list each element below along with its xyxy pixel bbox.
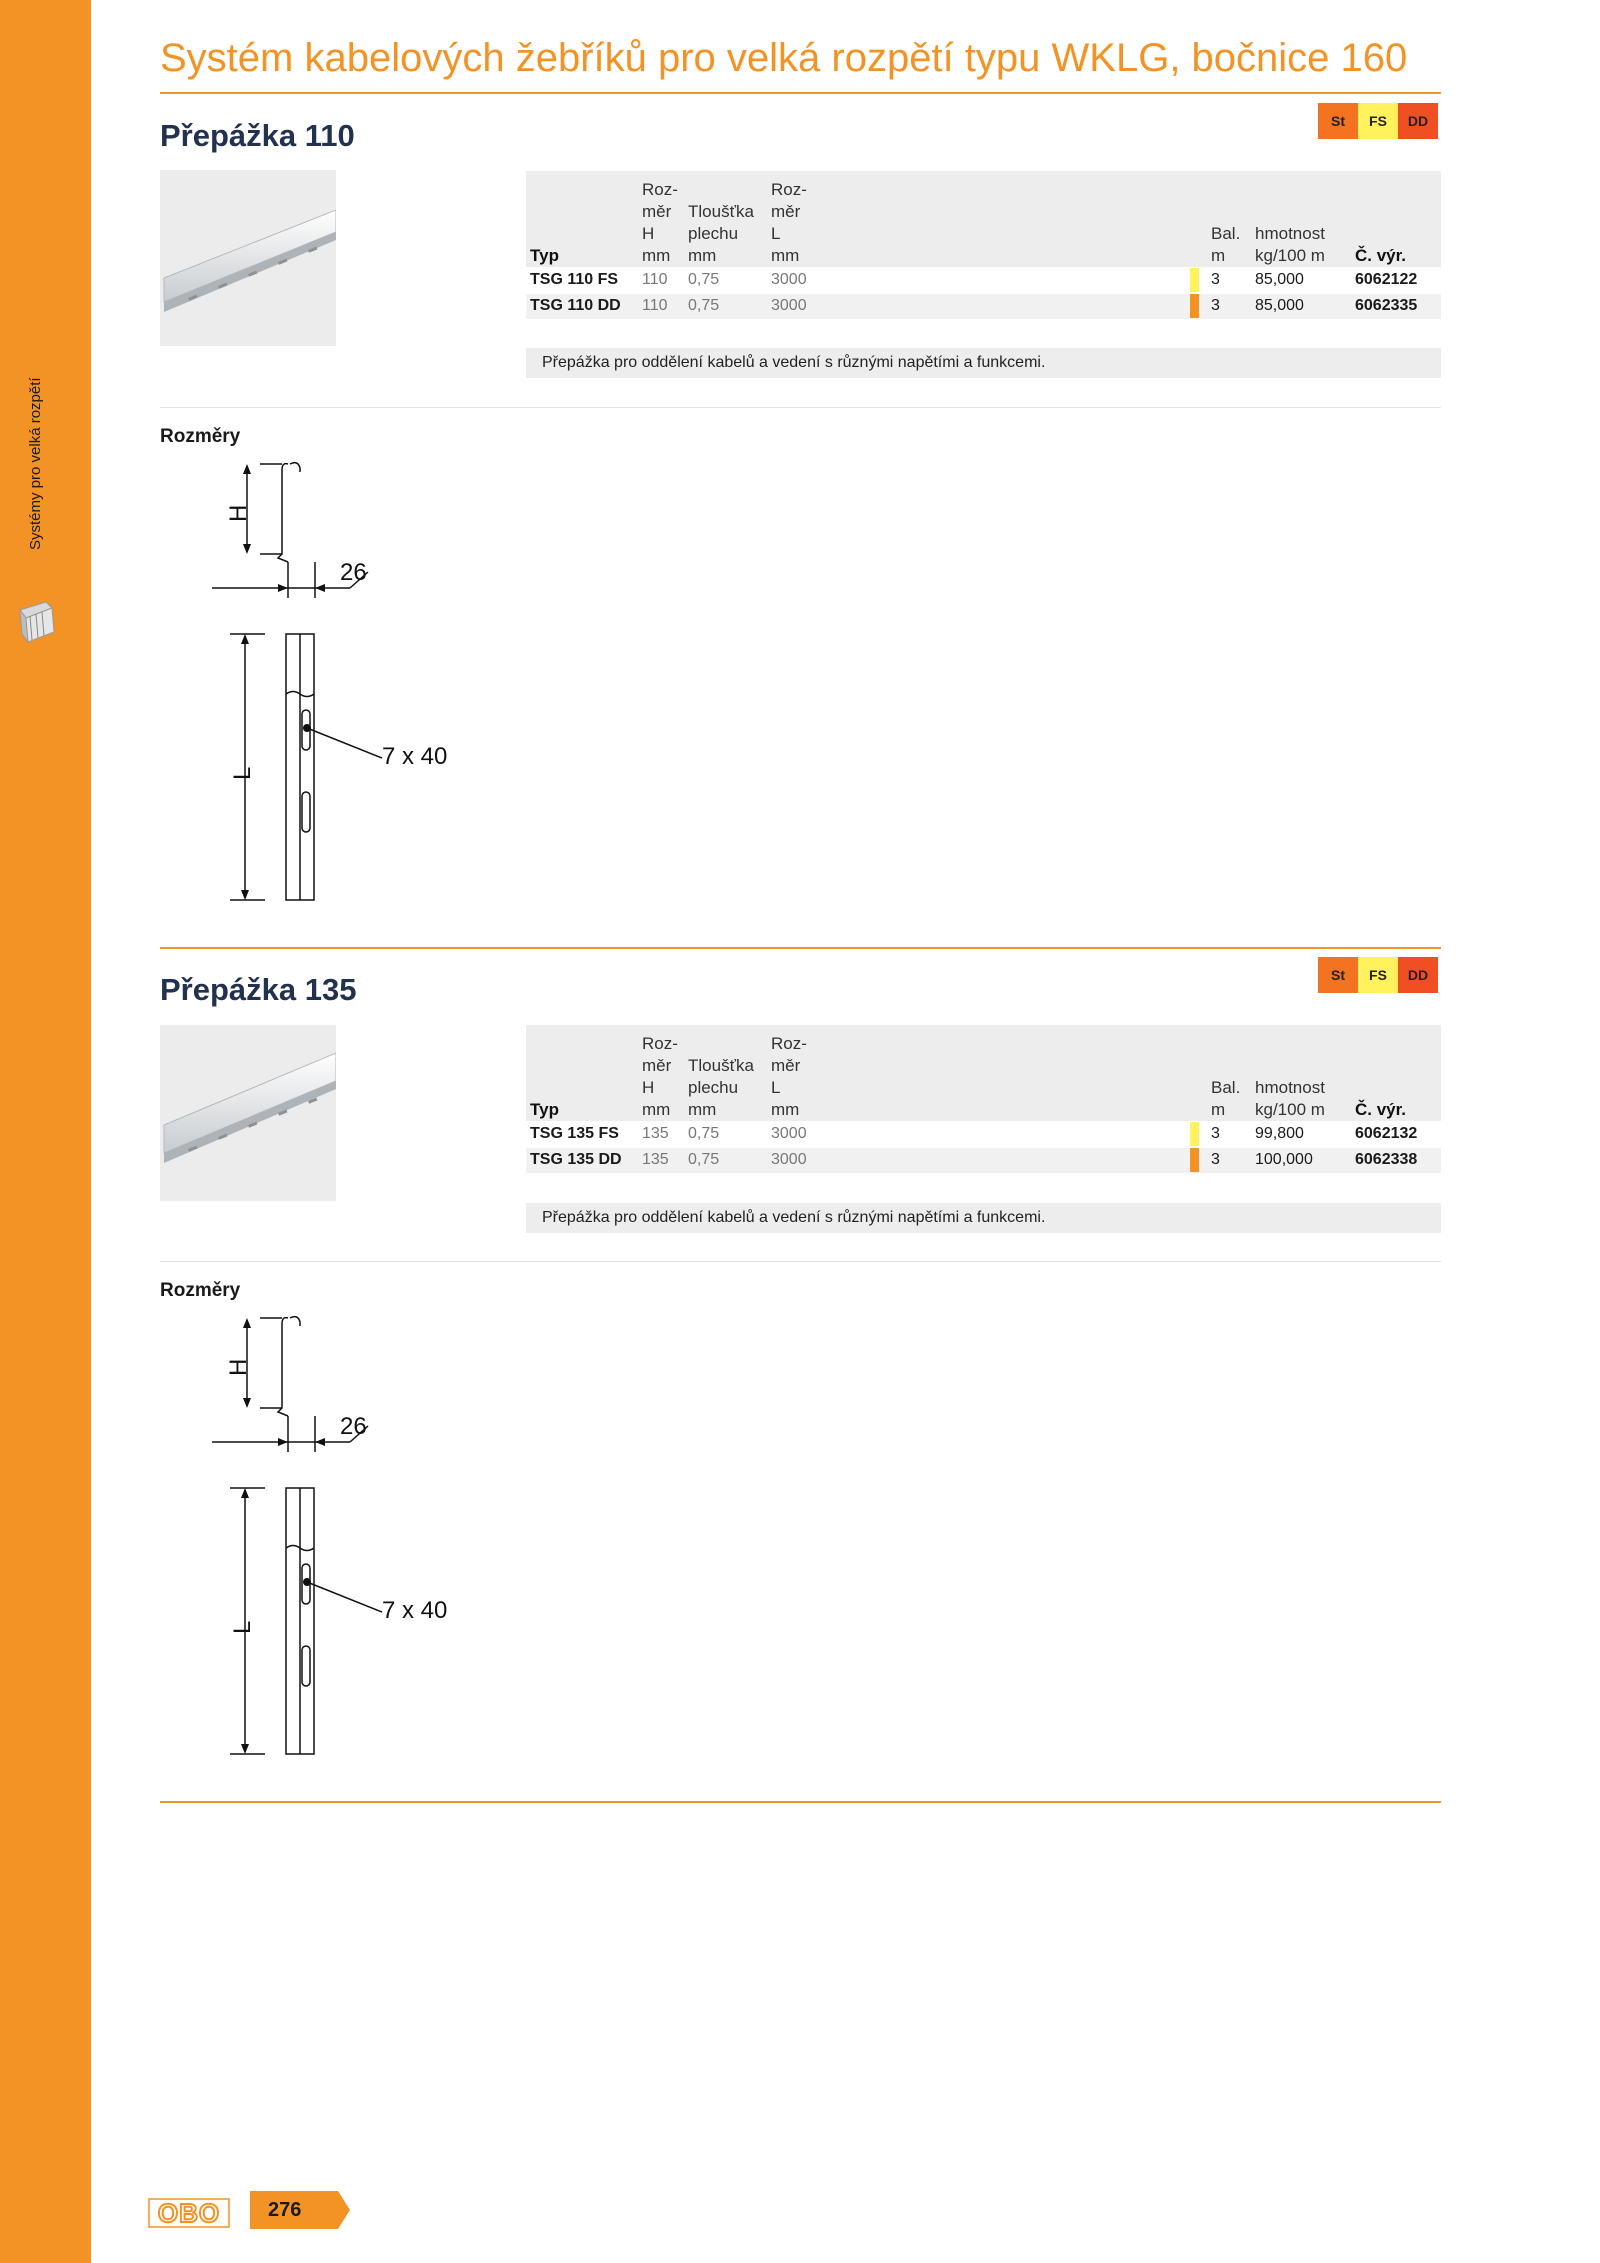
badge-fs: FS [1358,103,1398,139]
page-number: 276 [250,2191,350,2229]
product-photo [160,1025,336,1201]
product-description: Přepážka pro oddělení kabelů a vedení s různými napětími a funkcemi. [526,348,1441,378]
col-bal: Bal. m [1207,171,1251,267]
col-cvyr: Č. výr. [1351,1025,1441,1121]
badge-st: St [1318,103,1358,139]
col-hmotnost: hmotnost kg/100 m [1251,1025,1351,1121]
col-bal: Bal. m [1207,1025,1251,1121]
cable-ladder-icon [16,600,56,655]
table-row: TSG 110 FS 110 0,75 3000 3 85,000 6062122 [526,267,1441,293]
table-row: TSG 135 FS 135 0,75 3000 3 99,800 6062132 [526,1121,1441,1147]
dim-label-h: H [225,1358,252,1376]
badge-dd: DD [1398,957,1438,993]
table-row: TSG 110 DD 110 0,75 3000 3 85,000 6062335 [526,293,1441,319]
col-typ: Typ [526,1025,638,1121]
dim-label-slot: 7 x 40 [382,1597,448,1624]
sidebar [0,0,91,2263]
obo-logo [148,2198,230,2233]
col-typ: Typ [526,171,638,267]
table-row: TSG 135 DD 135 0,75 3000 3 100,000 6062338 [526,1147,1441,1173]
material-swatch-fs [1190,1122,1199,1146]
svg-text:OBO: OBO [157,2198,221,2228]
dim-label-h: H [225,504,252,522]
col-hmotnost: hmotnost kg/100 m [1251,171,1351,267]
section-divider-orange [160,1801,1441,1803]
section-divider-orange [160,947,1441,949]
section-divider [160,407,1441,408]
badge-st: St [1318,957,1358,993]
sidebar-label: Systémy pro velká rozpětí [27,377,44,550]
material-swatch-dd [1190,1148,1199,1172]
page-title: Systém kabelových žebříků pro velká rozpětí typu WKLG, bočnice 160 [160,36,1408,80]
product-photo [160,170,336,346]
section-divider [160,1261,1441,1262]
col-rozmer-h: Roz- měr H mm [638,1025,684,1121]
material-badges [1318,957,1438,993]
dim-label-l: L [229,766,256,780]
title-divider [160,92,1441,94]
dim-label-26: 26 [340,1413,367,1440]
material-swatch-fs [1190,268,1199,292]
col-tloustka: Tloušťka plechu mm [684,171,767,267]
product-table [526,171,1441,319]
col-rozmer-l: Roz- měr L mm [767,1025,821,1121]
section-title: Přepážka 135 [160,972,357,1007]
material-swatch-dd [1190,294,1199,318]
col-rozmer-h: Roz- měr H mm [638,171,684,267]
dimensions-label: Rozměry [160,426,241,447]
dim-label-26: 26 [340,559,367,586]
dimension-drawing [160,1312,480,1767]
dim-label-slot: 7 x 40 [382,743,448,770]
col-rozmer-l: Roz- měr L mm [767,171,821,267]
section-title: Přepážka 110 [160,118,355,153]
product-description: Přepážka pro oddělení kabelů a vedení s různými napětími a funkcemi. [526,1203,1441,1233]
material-badges [1318,103,1438,139]
dim-label-l: L [229,1620,256,1634]
badge-dd: DD [1398,103,1438,139]
dimensions-label: Rozměry [160,1280,241,1301]
col-cvyr: Č. výr. [1351,171,1441,267]
badge-fs: FS [1358,957,1398,993]
col-tloustka: Tloušťka plechu mm [684,1025,767,1121]
product-table [526,1025,1441,1173]
dimension-drawing [160,458,480,913]
